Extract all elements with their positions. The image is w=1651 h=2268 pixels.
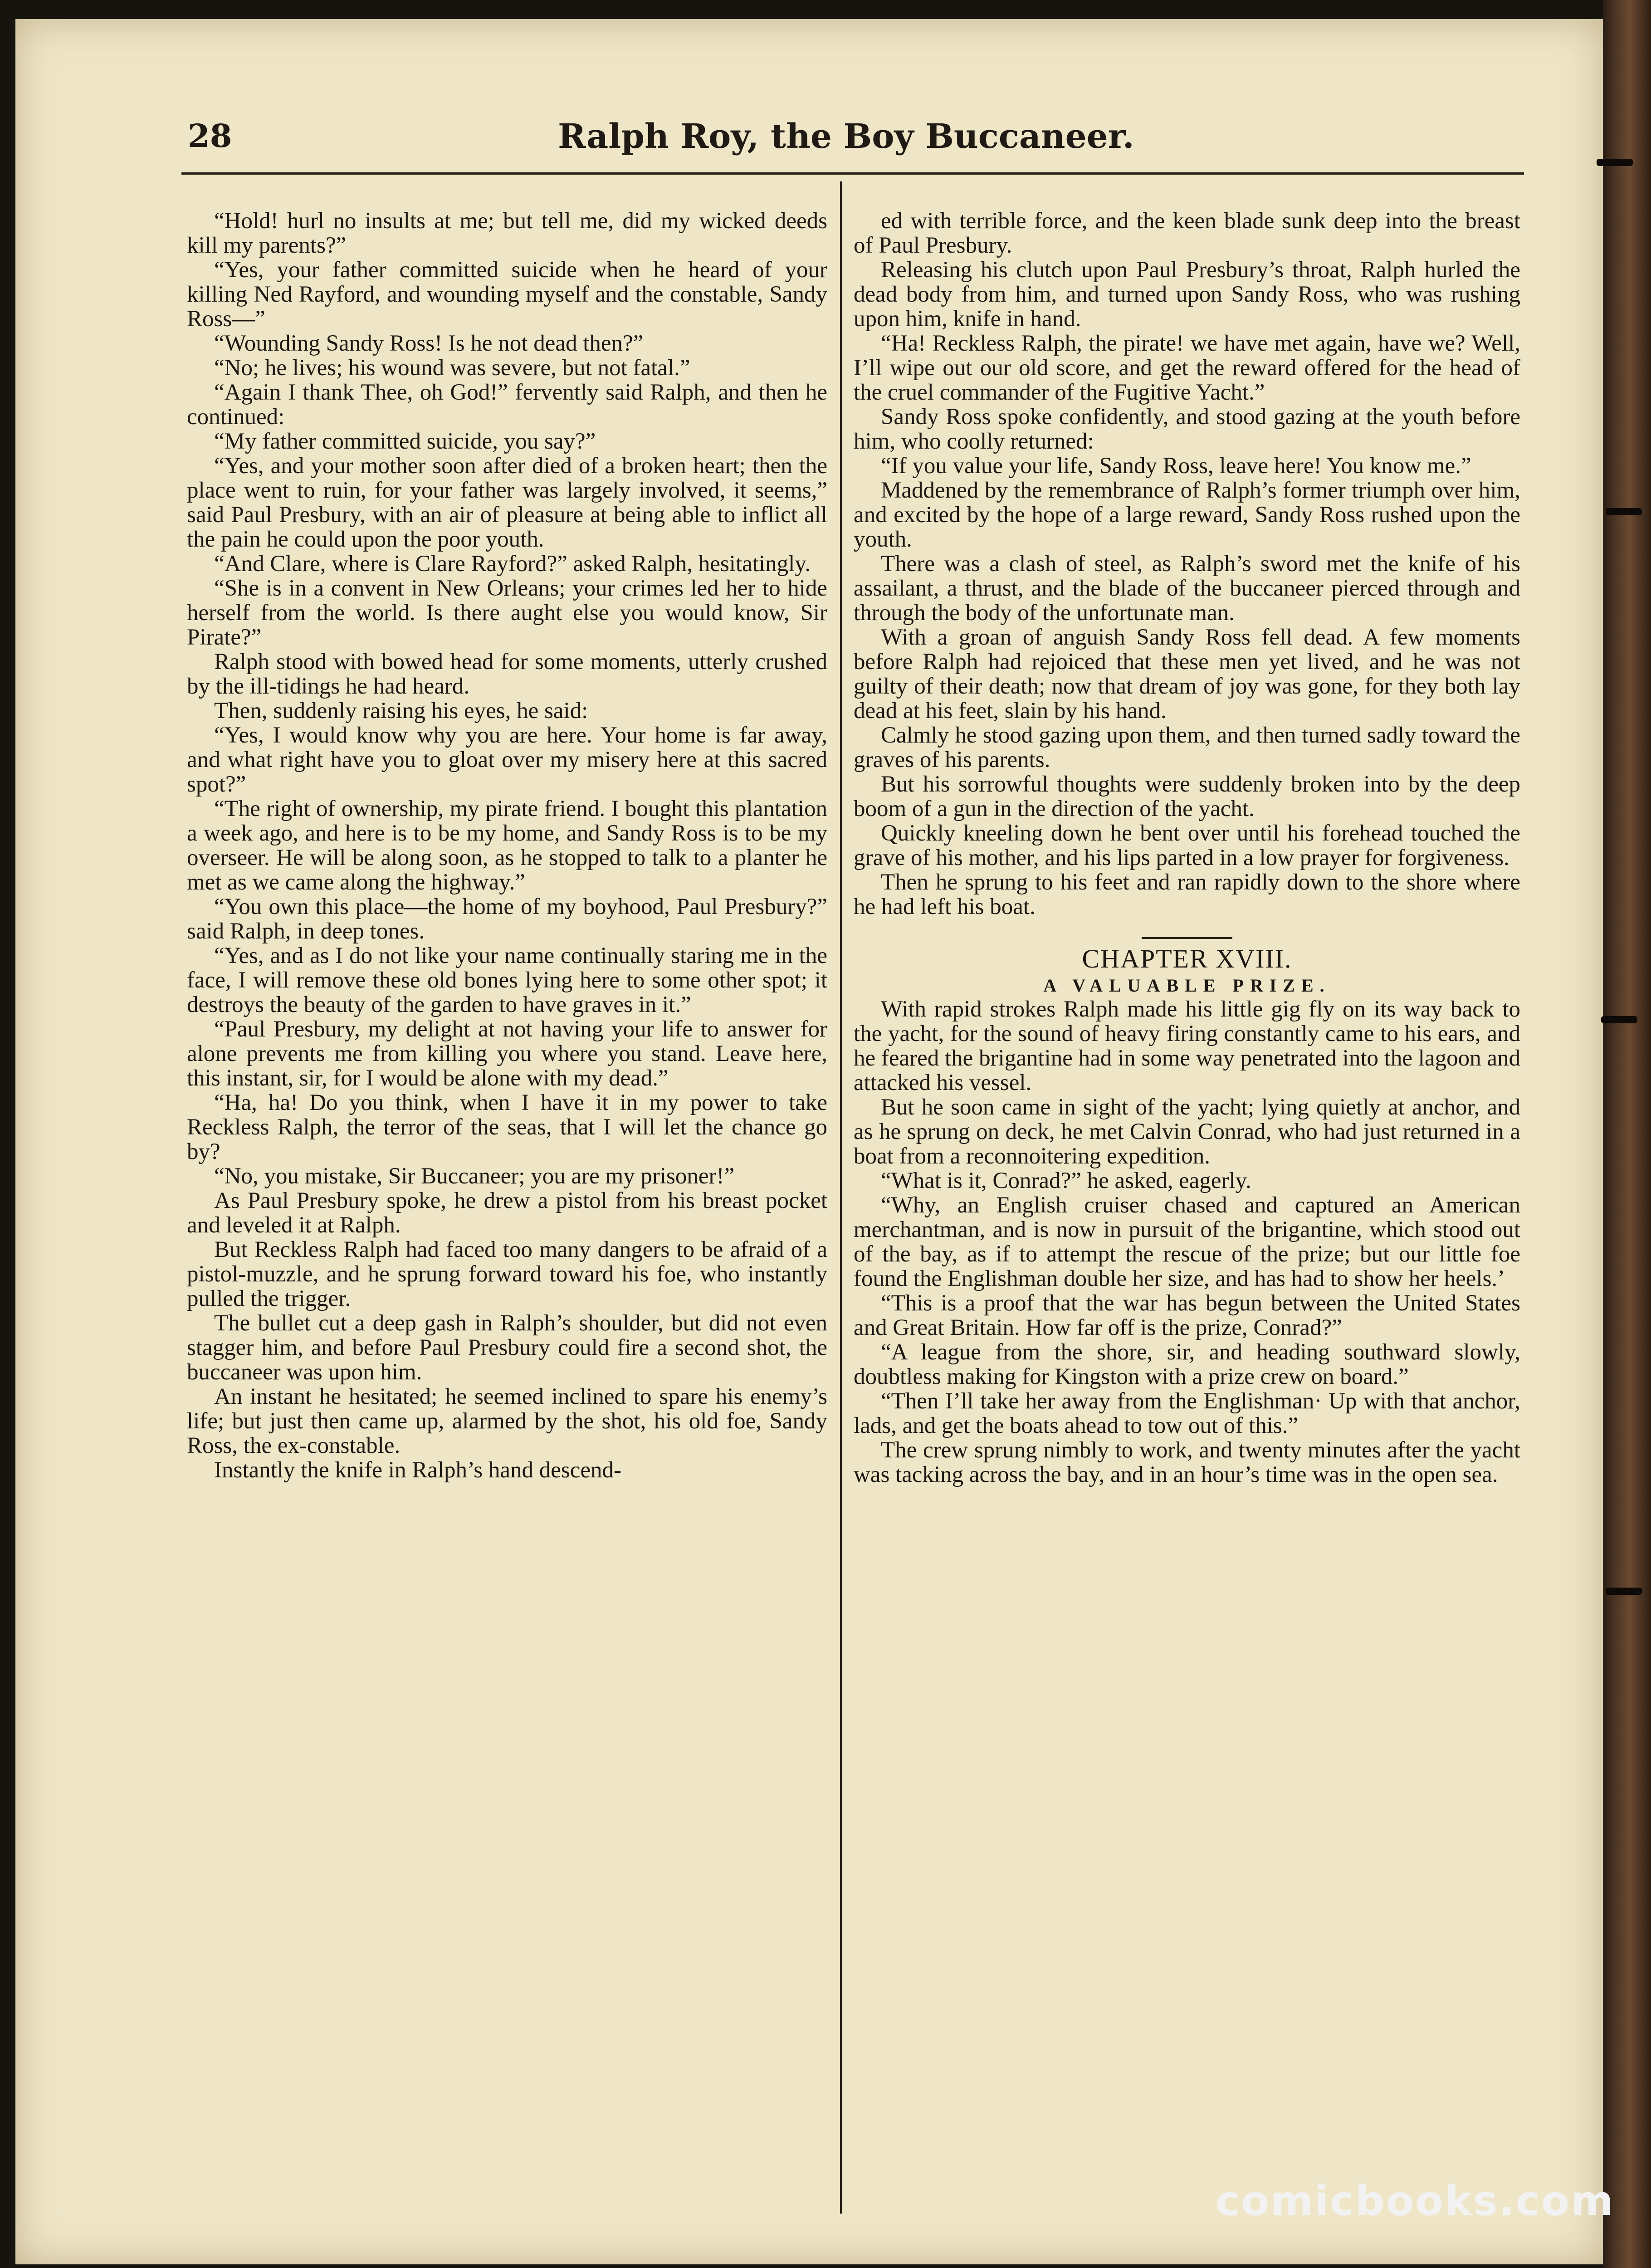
paragraph: “Wounding Sandy Ross! Is he not dead then?” <box>214 331 644 356</box>
paragraph: The bullet cut a deep gash in Ralph’s shoulder, but did not even stagger him, and before Paul Presbury could fire a second shot, the buccaneer was upon him. <box>187 1310 827 1385</box>
paragraph: “Ha, ha! Do you think, when I have it in my power to take Reckless Ralph, the terror of the seas, that I will let the chance go by? <box>187 1090 827 1164</box>
paragraph: “Then I’ll take her away from the Englishman· Up with that anchor, lads, and get the boats ahead to tow out of this.” <box>854 1388 1520 1438</box>
paragraph: “This is a proof that the war has begun between the United States and Great Britain. How far off is the prize, Conrad?” <box>854 1290 1520 1340</box>
paragraph: “My father committed suicide, you say?” <box>214 429 596 454</box>
column-divider <box>840 181 842 2214</box>
paragraph: As Paul Presbury spoke, he drew a pistol from his breast pocket and leveled it at Ralph. <box>187 1188 827 1238</box>
chapter-title: CHAPTER XVIII. <box>1082 944 1292 973</box>
paragraph: But Reckless Ralph had faced too many dangers to be afraid of a pistol-muzzle, and he sprung forward toward his foe, who instantly pulled the trigger. <box>187 1237 827 1311</box>
paragraph: “If you value your life, Sandy Ross, leave here! You know me.” <box>881 453 1471 479</box>
paragraph: “What is it, Conrad?” he asked, eagerly. <box>881 1168 1251 1193</box>
paragraph: Quickly kneeling down he bent over until his forehead touched the grave of his mother, and his lips parted in a low prayer for forgiveness. <box>854 821 1520 870</box>
paragraph: “No; he lives; his wound was severe, but not fatal.” <box>214 355 690 381</box>
paragraph: “A league from the shore, sir, and heading southward slowly, doubtless making for Kingston with a prize crew on board.” <box>854 1339 1520 1389</box>
paragraph: “Again I thank Thee, oh God!” fervently said Ralph, and then he continued: <box>187 380 827 430</box>
left-column <box>187 209 827 1482</box>
chapter-rule <box>1142 937 1232 939</box>
chapter-subtitle: A VALUABLE PRIZE. <box>1043 975 1331 996</box>
binding-tear <box>1601 1016 1637 1023</box>
binding-tear <box>1597 159 1633 166</box>
paragraph: “Hold! hurl no insults at me; but tell me, did my wicked deeds kill my parents?” <box>187 208 827 258</box>
paragraph: With rapid strokes Ralph made his little gig fly on its way back to the yacht, for the sound of heavy firing constantly came to his ears, and he feared the brigantine had in some way penetrated into the lagoon and attacked his vessel. <box>854 997 1520 1095</box>
chapter-text <box>854 997 1520 1487</box>
paragraph: But his sorrowful thoughts were suddenly broken into by the deep boom of a gun in the direction of the yacht. <box>854 772 1520 821</box>
running-title: Ralph Roy, the Boy Buccaneer. <box>558 117 1134 156</box>
paragraph: “Ha! Reckless Ralph, the pirate! we have met again, have we? Well, I’ll wipe out our old score, and get the reward offered for the head of the cruel commander of the Fugitive Yacht.” <box>854 331 1520 405</box>
binding-tear <box>1606 508 1642 515</box>
paragraph: “Yes, and your mother soon after died of a broken heart; then the place went to ruin, for your father was largely involved, it seems,” said Paul Presbury, with an air of pleasure at being able to inflict all the pain he could upon the poor youth. <box>187 453 827 552</box>
binding-tear <box>1606 1588 1642 1595</box>
paragraph: “Paul Presbury, my delight at not having your life to answer for alone prevents me from killing you where you stand. Leave here, this instant, sir, for I would be alone with my dead.” <box>187 1017 827 1091</box>
right-column-text <box>854 209 1520 919</box>
paragraph: Sandy Ross spoke confidently, and stood gazing at the youth before him, who coolly returned: <box>854 404 1520 454</box>
paragraph: There was a clash of steel, as Ralph’s sword met the knife of his assailant, a thrust, and the blade of the buccaneer pierced through and through the body of the unfortunate man. <box>854 551 1520 626</box>
paragraph: “No, you mistake, Sir Buccaneer; you are my prisoner!” <box>214 1163 735 1189</box>
paragraph: “Yes, and as I do not like your name continually staring me in the face, I will remove these old bones lying here to some other spot; it destroys the beauty of the garden to have graves in it.” <box>187 943 827 1017</box>
paragraph: Maddened by the remembrance of Ralph’s former triumph over him, and excited by the hope of a large reward, Sandy Ross rushed upon the youth. <box>854 478 1520 552</box>
paragraph: “And Clare, where is Clare Rayford?” asked Ralph, hesitatingly. <box>214 551 811 577</box>
paragraph: Then he sprung to his feet and ran rapidly down to the shore where he had left his boat. <box>854 870 1520 919</box>
paragraph: ed with terrible force, and the keen blade sunk deep into the breast of Paul Presbury. <box>854 208 1520 258</box>
paragraph: An instant he hesitated; he seemed inclined to spare his enemy’s life; but just then came up, alarmed by the shot, his old foe, Sandy Ross, the ex-constable. <box>187 1384 827 1458</box>
paragraph: With a groan of anguish Sandy Ross fell dead. A few moments before Ralph had rejoiced that these men yet lived, and he was not guilty of their death; now that dream of joy was gone, for they both lay dead at his feet, slain by his hand. <box>854 625 1520 723</box>
paragraph: Releasing his clutch upon Paul Presbury’s throat, Ralph hurled the dead body from him, and turned upon Sandy Ross, who was rushing upon him, knife in hand. <box>854 257 1520 332</box>
paragraph: But he soon came in sight of the yacht; lying quietly at anchor, and as he sprung on deck, he met Calvin Conrad, who had just returned in a boat from a reconnoitering expedition. <box>854 1095 1520 1169</box>
paragraph: Calmly he stood gazing upon them, and then turned sadly toward the graves of his parents. <box>854 723 1520 772</box>
paragraph: The crew sprung nimbly to work, and twenty minutes after the yacht was tacking across the bay, and in an hour’s time was in the open sea. <box>854 1437 1520 1487</box>
paragraph: “Why, an English cruiser chased and captured an American merchantman, and is now in pursuit of the brigantine, which stood out of the bay, as if to attempt the rescue of the prize; but our little foe found the Englishman double her size, and has had to show her heels.’ <box>854 1193 1520 1291</box>
right-column <box>854 209 1520 1487</box>
page-number: 28 <box>188 117 232 155</box>
paragraph: “She is in a convent in New Orleans; your crimes led her to hide herself from the world. Is there aught else you would know, Sir Pirate?” <box>187 576 827 650</box>
paragraph: “The right of ownership, my pirate friend. I bought this plantation a week ago, and here is to be my home, and Sandy Ross is to be my overseer. He will be along soon, as he stopped to talk to a planter he met as we came along the highway.” <box>187 796 827 895</box>
paragraph: Then, suddenly raising his eyes, he said: <box>214 698 588 723</box>
book-binding <box>1603 0 1651 2268</box>
paragraph: Instantly the knife in Ralph’s hand descend- <box>214 1457 621 1483</box>
paragraph: “Yes, I would know why you are here. Your home is far away, and what right have you to gloat over my misery here at this sacred spot?” <box>187 723 827 797</box>
header-rule <box>181 172 1524 175</box>
paragraph: “You own this place—the home of my boyhood, Paul Presbury?” said Ralph, in deep tones. <box>187 894 827 944</box>
paragraph: Ralph stood with bowed head for some moments, utterly crushed by the ill-tidings he had heard. <box>187 649 827 699</box>
paragraph: “Yes, your father committed suicide when he heard of your killing Ned Rayford, and wounding myself and the constable, Sandy Ross—” <box>187 257 827 332</box>
watermark: comicbooks.com <box>1216 2177 1615 2225</box>
